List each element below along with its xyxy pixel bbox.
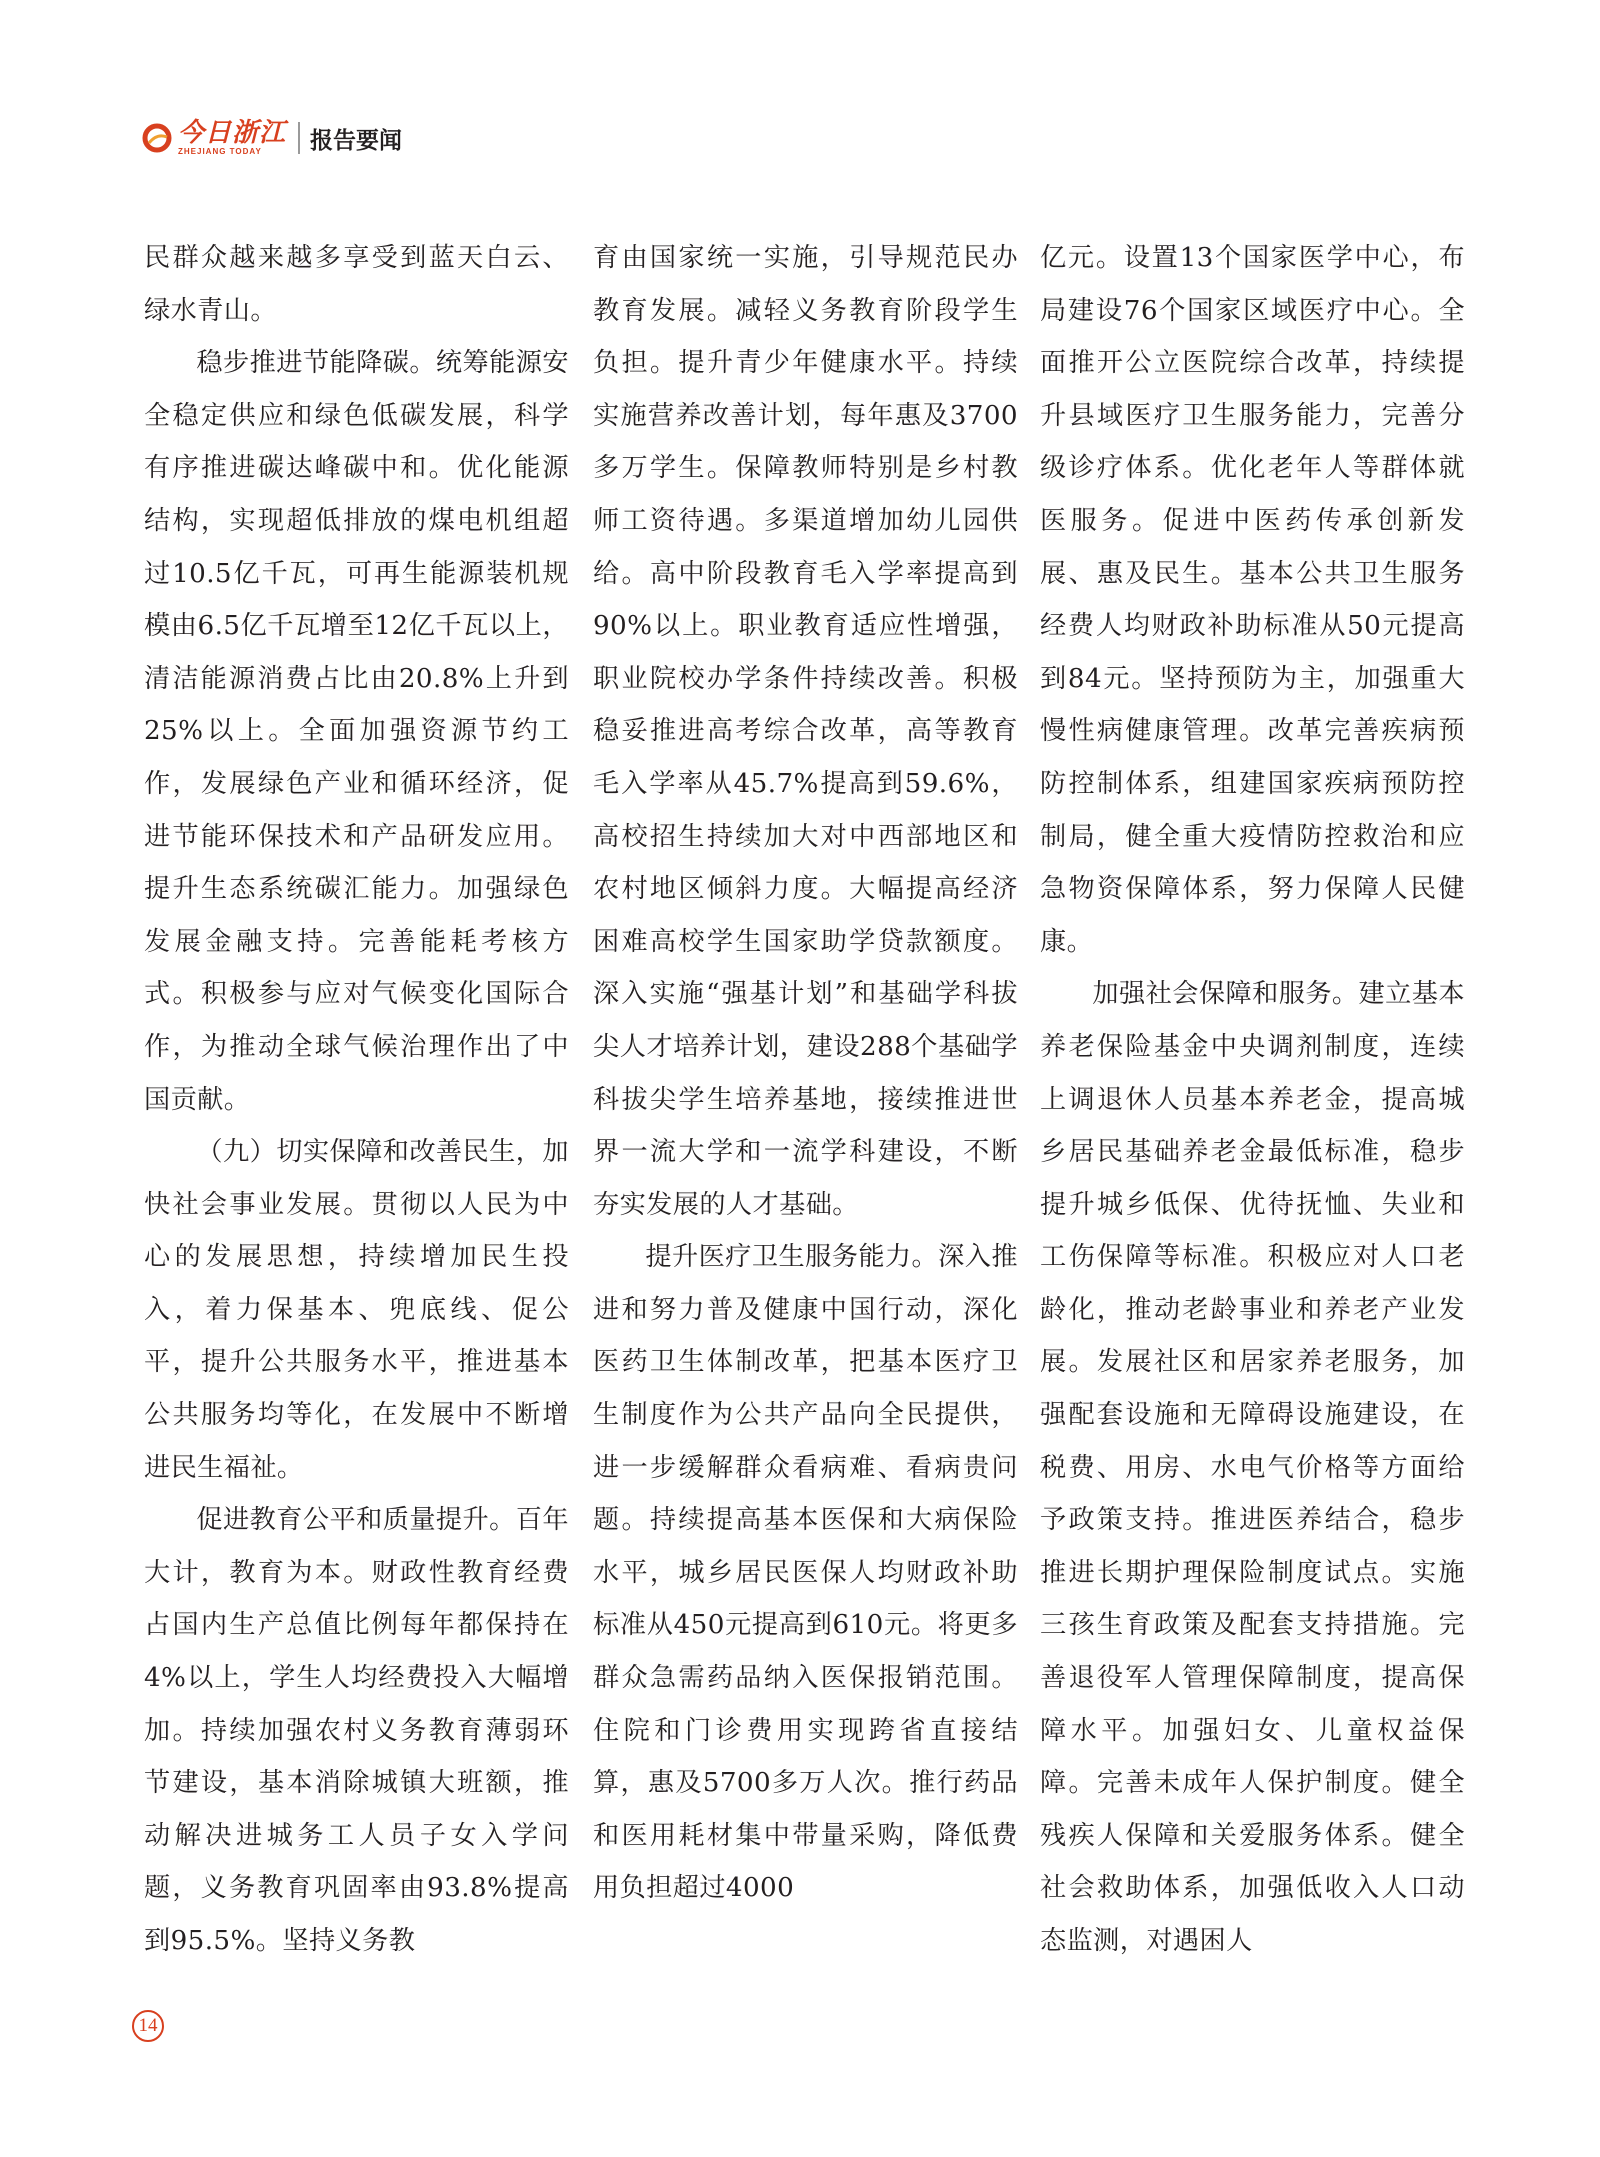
page-number: 14	[132, 2010, 164, 2042]
logo-wordmark: 今日浙江	[178, 118, 287, 148]
section-title: 报告要闻	[310, 127, 403, 154]
sun-logo-icon	[140, 121, 174, 155]
text-column-3	[1040, 232, 1465, 1968]
logo-subtext: ZHEJIANG TODAY	[178, 147, 262, 156]
paragraph: 促进教育公平和质量提升。百年大计，教育为本。财政性教育经费占国内生产总值比例每年都保持在4%以上，学生人均经费投入大幅增加。持续加强农村义务教育薄弱环节建设，基本消除城镇大班额，推动解决进城务工人员子女入学问题，义务教育巩固率由93.8%提高到95.5%。坚持义务教	[144, 1505, 569, 1956]
text-column-1	[144, 232, 569, 1968]
paragraph: 稳步推进节能降碳。统筹能源安全稳定供应和绿色低碳发展，科学有序推进碳达峰碳中和。优化能源结构，实现超低排放的煤电机组超过10.5亿千瓦，可再生能源装机规模由6.5亿千瓦增至12亿千瓦以上，清洁能源消费占比由20.8%上升到25%以上。全面加强资源节约工作，发展绿色产业和循环经济，促进节能环保技术和产品研发应用。提升生态系统碳汇能力。加强绿色发展金融支持。完善能耗考核方式。积极参与应对气候变化国际合作，为推动全球气候治理作出了中国贡献。	[144, 348, 569, 1115]
paragraph: 加强社会保障和服务。建立基本养老保险基金中央调剂制度，连续上调退休人员基本养老金，提高城乡居民基础养老金最低标准，稳步提升城乡低保、优待抚恤、失业和工伤保障等标准。积极应对人口老龄化，推动老龄事业和养老产业发展。发展社区和居家养老服务，加强配套设施和无障碍设施建设，在税费、用房、水电气价格等方面给予政策支持。推进医养结合，稳步推进长期护理保险制度试点。实施三孩生育政策及配套支持措施。完善退役军人管理保障制度，提高保障水平。加强妇女、儿童权益保障。完善未成年人保护制度。健全残疾人保障和关爱服务体系。健全社会救助体系，加强低收入人口动态监测，对遇困人	[1040, 979, 1465, 1956]
paragraph: 提升医疗卫生服务能力。深入推进和努力普及健康中国行动，深化医药卫生体制改革，把基本医疗卫生制度作为公共产品向全民提供，进一步缓解群众看病难、看病贵问题。持续提高基本医保和大病保险水平，城乡居民医保人均财政补助标准从450元提高到610元。将更多群众急需药品纳入医保报销范围。住院和门诊费用实现跨省直接结算，惠及5700多万人次。推行药品和医用耗材集中带量采购，降低费用负担超过4000	[593, 1242, 1018, 1904]
paragraph: 民群众越来越多享受到蓝天白云、绿水青山。	[144, 243, 569, 326]
page-header	[140, 118, 402, 158]
paragraph: 亿元。设置13个国家医学中心，布局建设76个国家区域医疗中心。全面推开公立医院综合改革，持续提升县域医疗卫生服务能力，完善分级诊疗体系。优化老年人等群体就医服务。促进中医药传承创新发展、惠及民生。基本公共卫生服务经费人均财政补助标准从50元提高到84元。坚持预防为主，加强重大慢性病健康管理。改革完善疾病预防控制体系，组建国家疾病预防控制局，健全重大疫情防控救治和应急物资保障体系，努力保障人民健康。	[1040, 243, 1465, 957]
paragraph: 育由国家统一实施，引导规范民办教育发展。减轻义务教育阶段学生负担。提升青少年健康水平。持续实施营养改善计划，每年惠及3700多万学生。保障教师特别是乡村教师工资待遇。多渠道增加幼儿园供给。高中阶段教育毛入学率提高到90%以上。职业教育适应性增强，职业院校办学条件持续改善。积极稳妥推进高考综合改革，高等教育毛入学率从45.7%提高到59.6%，高校招生持续加大对中西部地区和农村地区倾斜力度。大幅提高经济困难高校学生国家助学贷款额度。深入实施“强基计划”和基础学科拔尖人才培养计划，建设288个基础学科拔尖学生培养基地，接续推进世界一流大学和一流学科建设，不断夯实发展的人才基础。	[593, 243, 1018, 1220]
paragraph: （九）切实保障和改善民生，加快社会事业发展。贯彻以人民为中心的发展思想，持续增加民生投入，着力保基本、兜底线、促公平，提升公共服务水平，推进基本公共服务均等化，在发展中不断增进民生福祉。	[144, 1137, 569, 1483]
text-column-2	[593, 232, 1018, 1915]
publication-logo	[140, 120, 286, 156]
header-divider	[298, 122, 300, 154]
